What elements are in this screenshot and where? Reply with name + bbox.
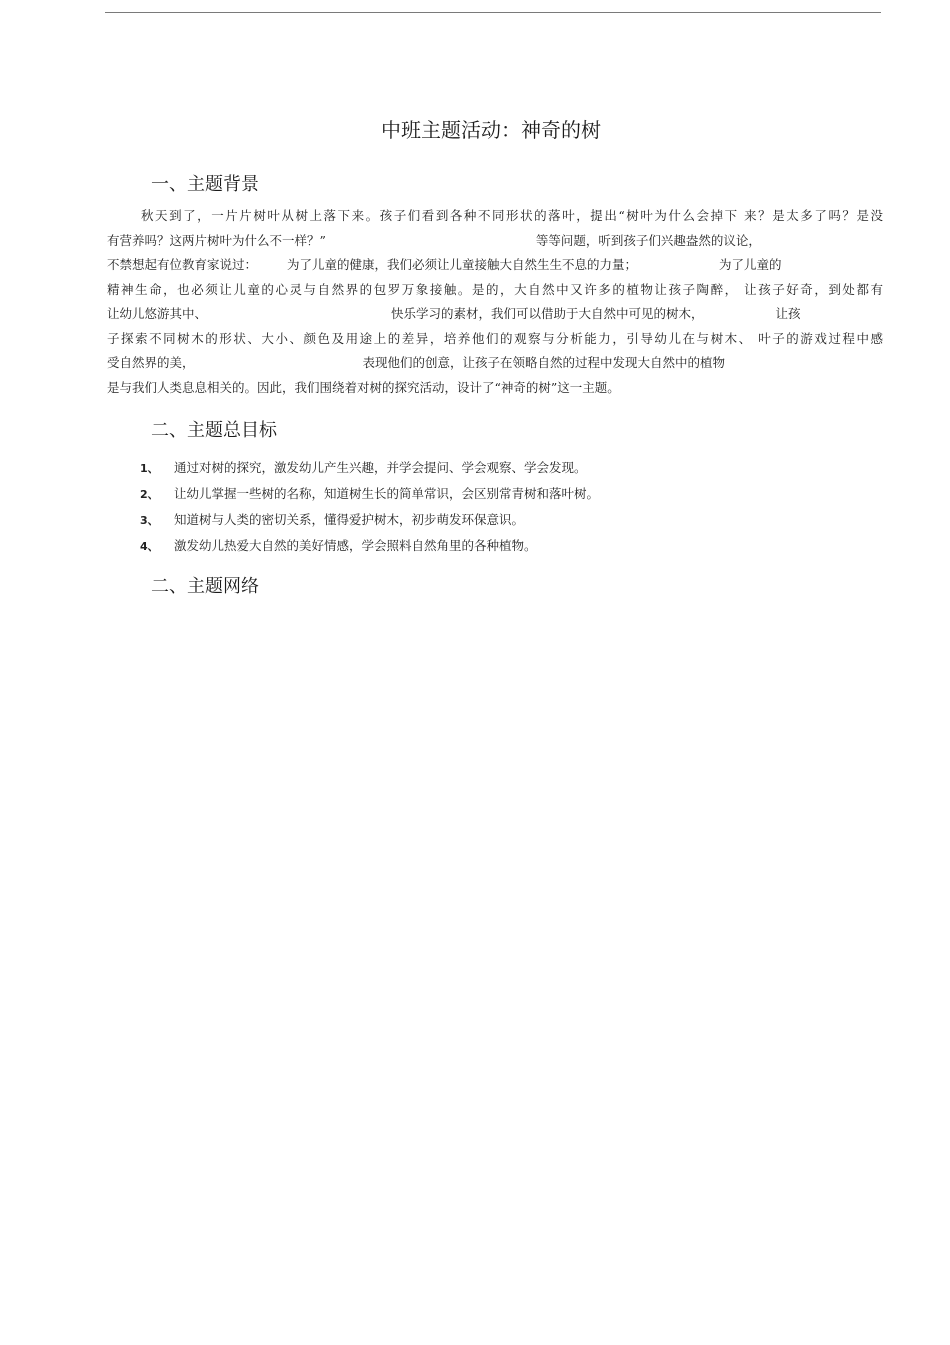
goal-item: [140, 507, 880, 533]
paragraph-line: [107, 351, 883, 376]
paragraph-line: [107, 253, 883, 278]
goal-item: [140, 455, 880, 481]
header-rule: [105, 12, 881, 13]
section-heading-background: 一、主题背景: [151, 174, 259, 195]
paragraph-fragment: 快乐学习的素材，我们可以借助于大自然中可见的树木，: [391, 306, 704, 321]
goal-text: 知道树与人类的密切关系，懂得爱护树木，初步萌发环保意识。: [174, 512, 525, 527]
paragraph-fragment: 不禁想起有位教育家说过：: [107, 257, 258, 272]
paragraph-line: [107, 302, 883, 327]
goal-number: 2、: [140, 488, 159, 501]
goal-text: 通过对树的探究，激发幼儿产生兴趣，并学会提问、学会观察、学会发现。: [174, 460, 587, 475]
paragraph-fragment: 有营养吗？这两片树叶为什么不一样？”: [107, 232, 326, 248]
background-paragraph: [107, 204, 883, 400]
goal-text: 让幼儿掌握一些树的名称，知道树生长的简单常识，会区别常青树和落叶树。: [174, 486, 600, 501]
paragraph-line: 是与我们人类息息相关的。因此，我们围绕着对树的探究活动，设计了“神奇的树”这一主题。: [107, 379, 620, 395]
goals-list: [140, 455, 880, 559]
goal-number: 3、: [140, 514, 159, 527]
paragraph-fragment: 让孩: [775, 306, 801, 321]
paragraph-line: [107, 229, 883, 254]
goal-number: 4、: [140, 540, 159, 553]
paragraph-fragment: 让幼儿悠游其中、: [107, 306, 208, 321]
paragraph-fragment: 为了儿童的: [719, 257, 782, 272]
paragraph-fragment: 为了儿童的健康，我们必须让儿童接触大自然生生不息的力量；: [287, 257, 638, 272]
goal-item: [140, 533, 880, 559]
goal-item: [140, 481, 880, 507]
page-title: 中班主题活动：神奇的树: [381, 118, 601, 142]
paragraph-line: 秋天到了，一片片树叶从树上落下来。孩子们看到各种不同形状的落叶，提出“树叶为什么会掉下 来？是太多了吗？是没: [141, 208, 883, 223]
goal-text: 激发幼儿热爱大自然的美好情感，学会照料自然角里的各种植物。: [174, 538, 537, 553]
paragraph-fragment: 受自然界的美，: [107, 355, 195, 370]
paragraph-fragment: 等等问题，听到孩子们兴趣盎然的议论，: [535, 232, 761, 248]
paragraph-fragment: 表现他们的创意，让孩子在领略自然的过程中发现大自然中的植物: [362, 355, 726, 370]
section-heading-network: 二、主题网络: [151, 576, 259, 597]
paragraph-line: 子探索不同树木的形状、大小、颜色及用途上的差异，培养他们的观察与分析能力，引导幼儿在与树木、 叶子的游戏过程中感: [107, 330, 883, 346]
section-heading-goals: 二、主题总目标: [151, 420, 277, 441]
goal-number: 1、: [140, 462, 159, 475]
paragraph-line: 精神生命，也必须让儿童的心灵与自然界的包罗万象接触。是的，大自然中又许多的植物让孩子陶醉， 让孩子好奇，到处都有: [107, 281, 883, 297]
